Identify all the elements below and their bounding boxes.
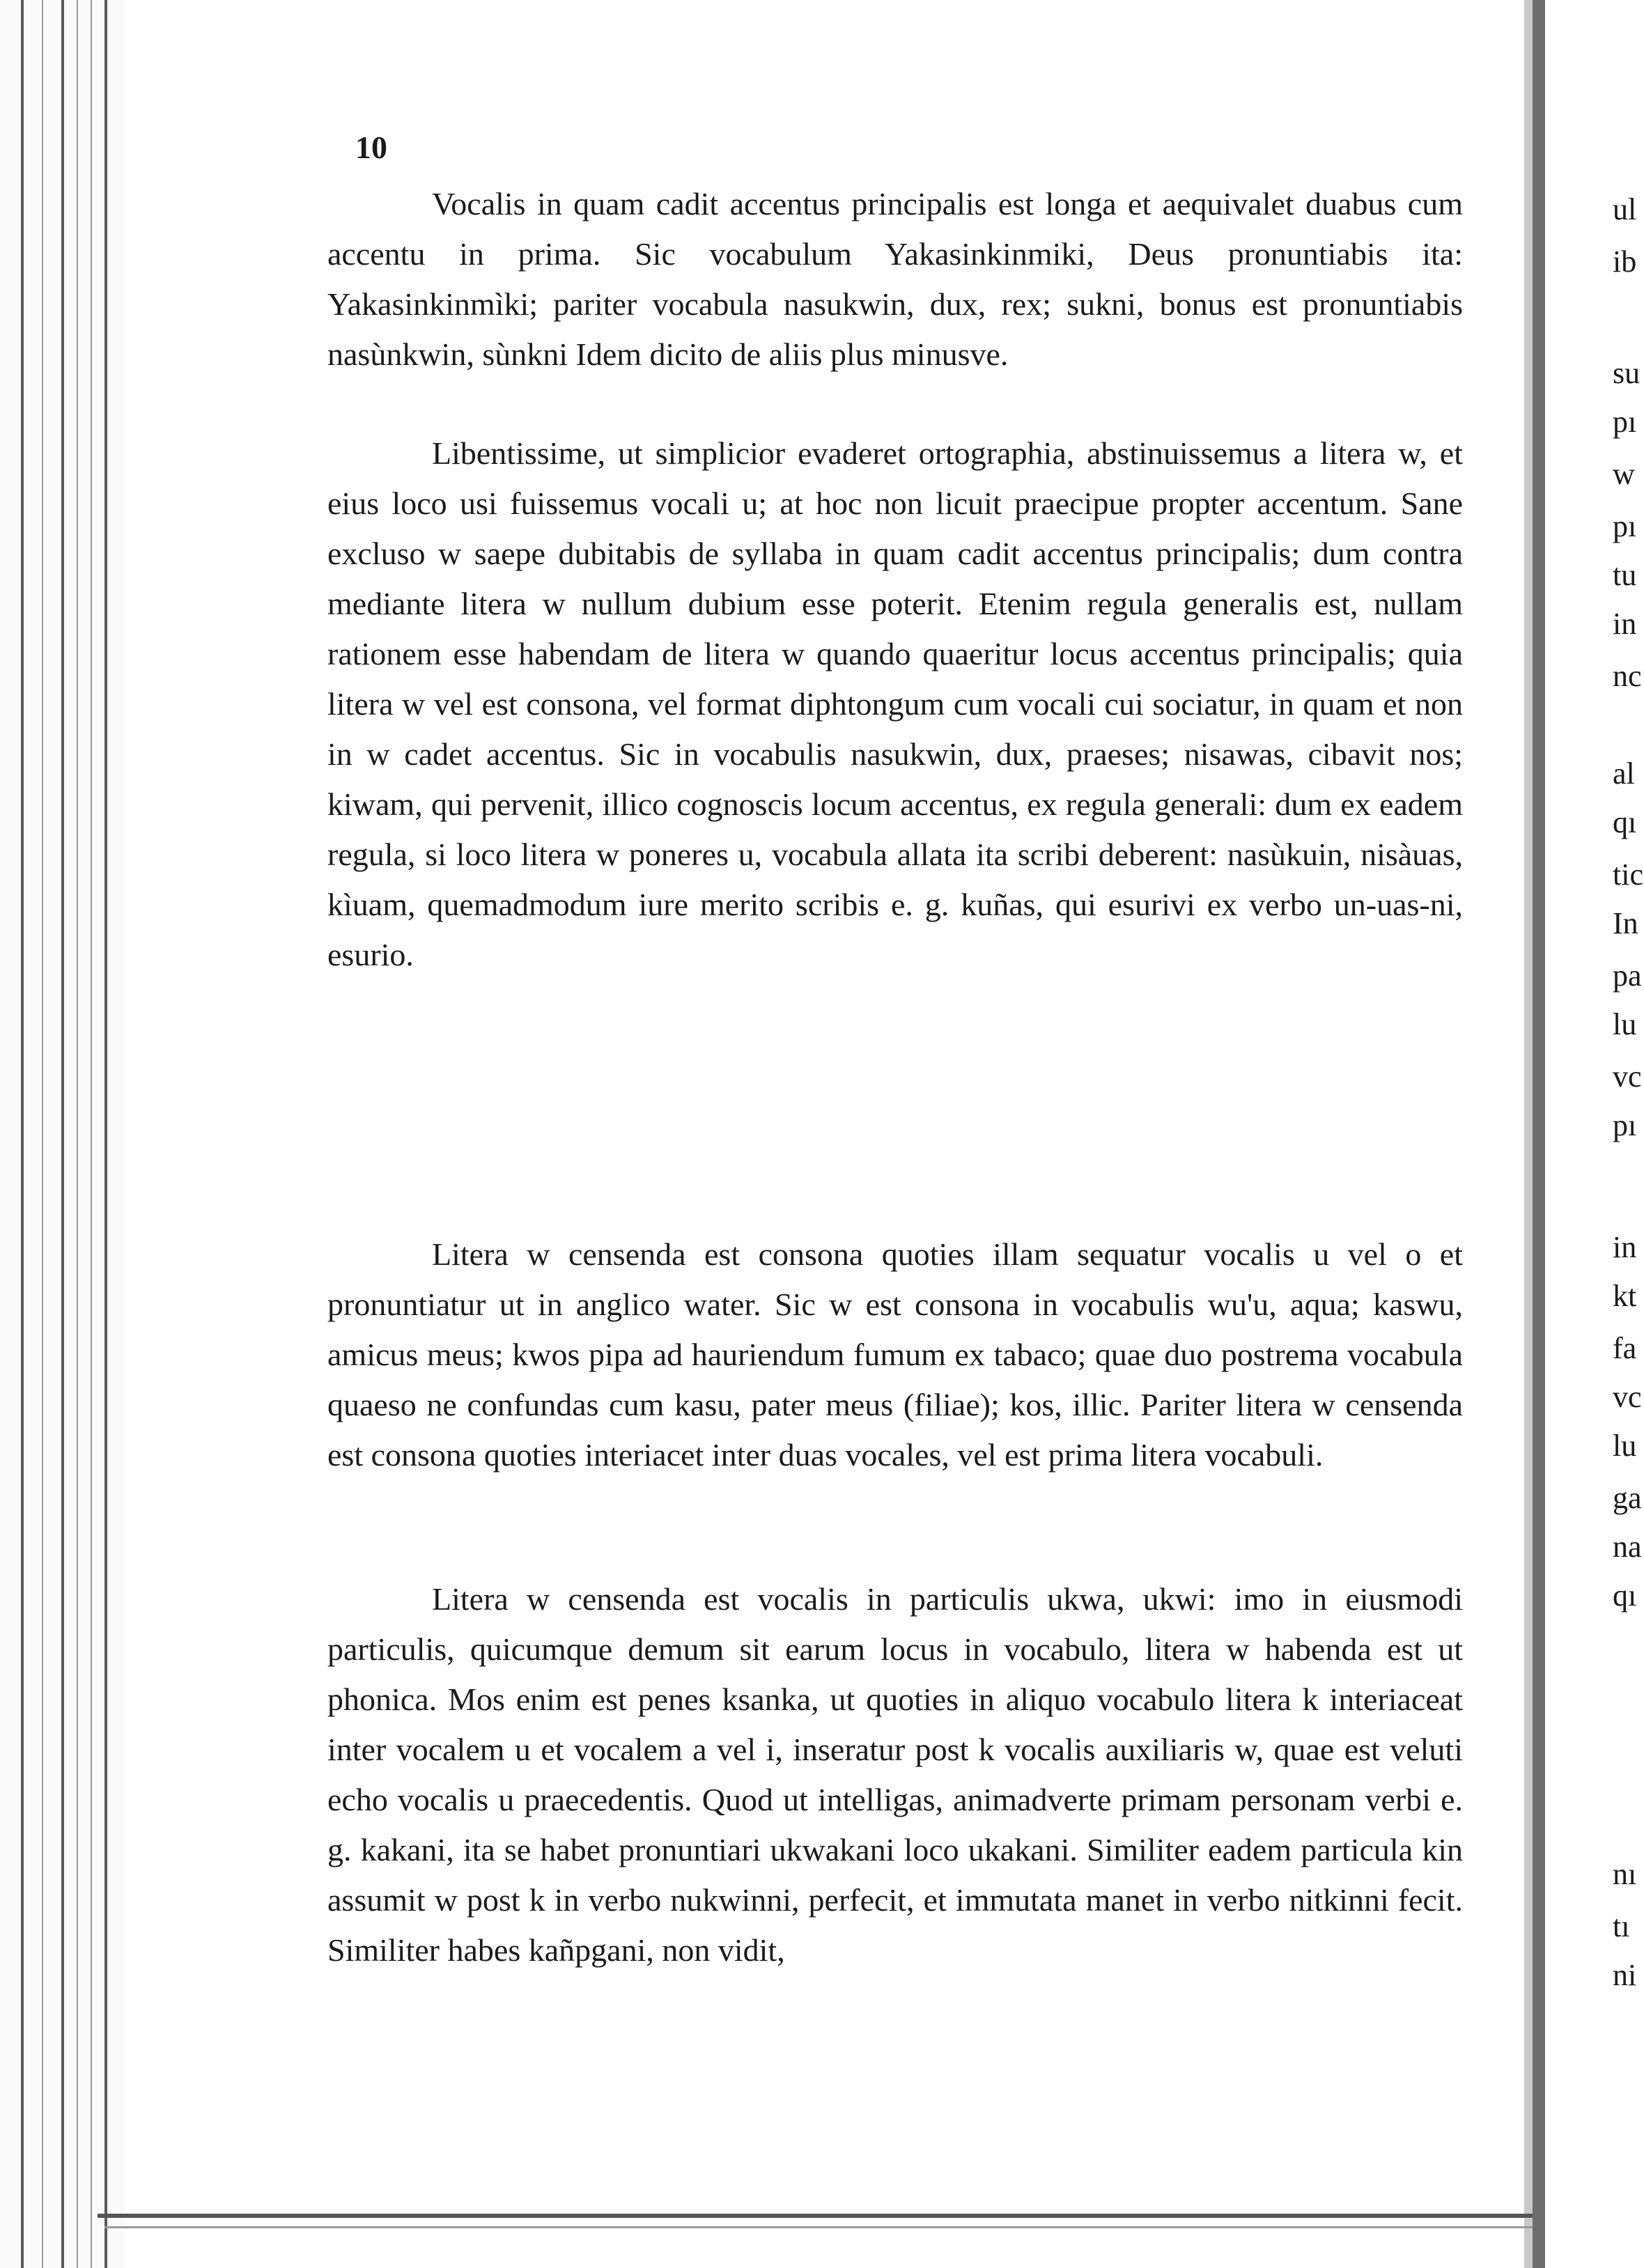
- page-edge-line: [91, 0, 92, 2268]
- next-page-text-fragment: su: [1613, 356, 1641, 390]
- bottom-page-edge: [98, 2214, 1533, 2218]
- next-page-text-fragment: lu: [1613, 1007, 1637, 1041]
- page-edge-line: [21, 0, 24, 2268]
- paragraph: [327, 1574, 1463, 1975]
- next-page-text-fragment: tu: [1613, 558, 1637, 592]
- next-page-text-fragment: pa: [1613, 958, 1642, 993]
- next-page-text-fragment: ni: [1613, 1958, 1637, 1992]
- next-page-text-fragment: pı: [1613, 1108, 1637, 1142]
- next-page-text-fragment: ga: [1613, 1481, 1642, 1515]
- next-page-text-fragment: In: [1613, 906, 1638, 940]
- page-number: 10: [355, 130, 387, 165]
- next-page-text-fragment: ul: [1613, 192, 1637, 226]
- book-page-edges: [0, 0, 125, 2268]
- next-page-text-fragment: vc: [1613, 1380, 1642, 1414]
- next-page-text-fragment: in: [1613, 1230, 1637, 1264]
- paragraph-text: Vocalis in quam cadit accentus principalis est longa et aequivalet duabus cum accentu in prima. Sic vocabulum Yakasinkinmiki, Deus pronuntiabis ita: Yakasinkinmìki; pariter vocabula nasukwin, dux, rex; sukni, bonus est pronuntiabis nasùnkwin, sùnkni Idem dicito de aliis plus minusve.: [327, 186, 1463, 372]
- paragraph-text: Libentissime, ut simplicior evaderet ortographia, abstinuissemus a litera w, et eius loco usi fuissemus vocali u; at hoc non licuit praecipue propter accentum. Sane excluso w saepe dubitabis de syllaba in quam cadit accentus principalis; dum contra mediante litera w nullum dubium esse poterit. Etenim regula generalis est, nullam rationem esse habendam de litera w quando quaeritur locus accentus principalis; quia litera w vel est consona, vel format diphtongum cum vocali cui sociatur, in quam et non in w cadet accentus. Sic in vocabulis nasukwin, dux, praeses; nisawas, cibavit nos; kiwam, qui pervenit, illico cognoscis locum accentus, ex regula generali: dum ex eadem regula, si loco litera w poneres u, vocabula allata ita scribi deberent: nasùkuin, nisàuas, kìuam, quemadmodum iure merito scribis e. g. kuñas, qui esurivi ex verbo un-uas-ni, esurio.: [327, 435, 1463, 972]
- next-page-text-fragment: vc: [1613, 1059, 1642, 1094]
- paragraph-text: Litera w censenda est consona quoties illam sequatur vocalis u vel o et pronuntiatur ut in anglico water. Sic w est consona in vocabulis wu'u, aqua; kaswu, amicus meus; kwos pipa ad hauriendum fumum ex tabaco; quae duo postrema vocabula quaeso ne confundas cum kasu, pater meus (filiae); kos, illic. Pariter litera w censenda est consona quoties interiacet inter duas vocales, vel est prima litera vocabuli.: [327, 1236, 1463, 1473]
- next-page-text-fragment: nc: [1613, 659, 1642, 693]
- paragraph: [327, 179, 1463, 380]
- paragraph-text: Litera w censenda est vocalis in particulis ukwa, ukwi: imo in eiusmodi particulis, quicumque demum sit earum locus in vocabulo, litera w habenda est ut phonica. Mos enim est penes ksanka, ut quoties in aliquo vocabulo litera k interiaceat inter vocalem u et vocalem a vel i, inseratur post k vocalis auxiliaris w, quae est veluti echo vocalis u praecedentis. Quod ut intelligas, animadverte primam personam verbi e. g. kakani, ita se habet pronuntiari ukwakani loco ukakani. Similiter eadem particula kin assumit w post k in verbo nukwinni, perfecit, et immutata manet in verbo nitkinni fecit. Similiter habes kañpgani, non vidit,: [327, 1581, 1463, 1968]
- paragraph: [327, 428, 1463, 980]
- next-page-fragment: [1550, 0, 1644, 2268]
- next-page-text-fragment: ib: [1613, 244, 1637, 279]
- page-edge-line: [104, 0, 107, 2268]
- next-page-text-fragment: qı: [1613, 805, 1637, 839]
- book-spine: [1533, 0, 1545, 2268]
- next-page-text-fragment: w: [1613, 457, 1635, 491]
- book-page: [327, 115, 1463, 2030]
- page-edge-line: [42, 0, 43, 2268]
- page-edge-line: [77, 0, 78, 2268]
- next-page-text-fragment: tı: [1613, 1909, 1630, 1943]
- next-page-text-fragment: pı: [1613, 405, 1637, 439]
- next-page-text-fragment: tic: [1613, 857, 1643, 892]
- next-page-text-fragment: in: [1613, 607, 1637, 641]
- next-page-text-fragment: kt: [1613, 1279, 1637, 1313]
- next-page-text-fragment: lu: [1613, 1429, 1637, 1463]
- bottom-page-edge: [104, 2226, 1533, 2228]
- next-page-text-fragment: al: [1613, 756, 1635, 791]
- next-page-text-fragment: qı: [1613, 1578, 1637, 1613]
- spine-shadow: [1524, 0, 1533, 2268]
- paragraph: [327, 1229, 1463, 1480]
- next-page-text-fragment: nı: [1613, 1857, 1637, 1891]
- next-page-text-fragment: fa: [1613, 1331, 1637, 1365]
- next-page-text-fragment: pı: [1613, 509, 1637, 543]
- page-edge-line: [61, 0, 64, 2268]
- next-page-text-fragment: na: [1613, 1530, 1642, 1564]
